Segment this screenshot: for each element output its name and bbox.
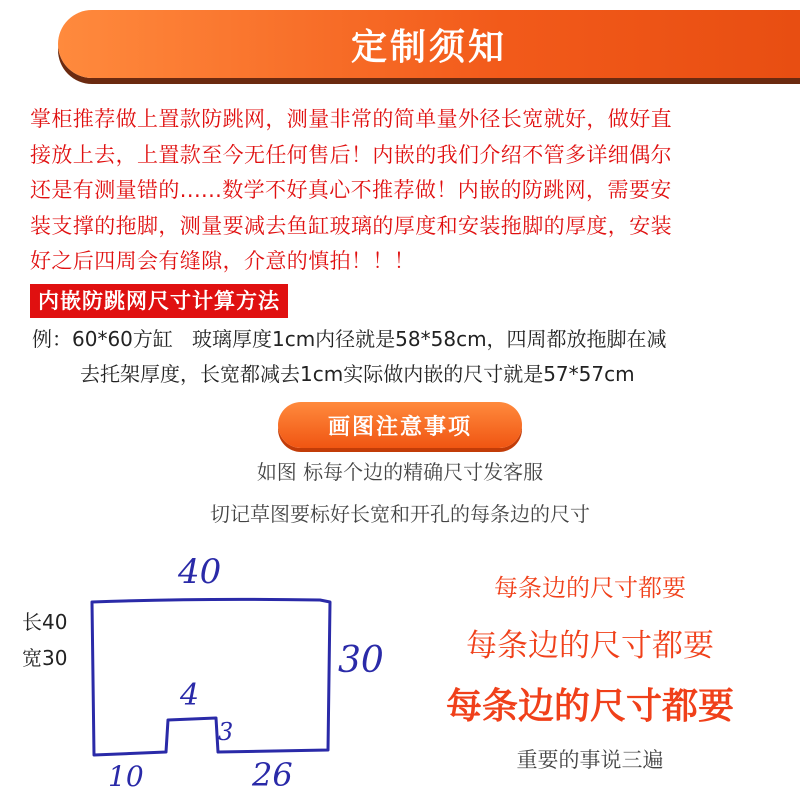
intro-line: 装支撑的拖脚，测量要减去鱼缸玻璃的厚度和安装拖脚的厚度，安装 [30, 213, 672, 238]
intro-line: 掌柜推荐做上置款防跳网，测量非常的简单量外径长宽就好，做好直 [30, 107, 672, 131]
sketch-bottom-right-dimension: 26 [252, 756, 293, 794]
intro-line: 好之后四周会有缝隙，介意的慎拍！！！ [30, 249, 416, 273]
intro-line: 接放上去，上置款至今无任何售后！内嵌的我们介绍不管多详细偶尔 [30, 142, 672, 167]
emphasis-line-2: 每条边的尺寸都要 [466, 628, 714, 664]
calc-method-label: 内嵌防跳网尺寸计算方法 [30, 284, 288, 318]
sketch-bottom-left-dimension: 10 [108, 760, 144, 793]
drawing-notes-pill: 画图注意事项 [278, 402, 522, 448]
emphasis-line-1: 每条边的尺寸都要 [494, 574, 686, 602]
sketch-right-dimension: 30 [338, 640, 384, 681]
calc-example-line1: 例：60*60方缸 玻璃厚度1cm内径就是58*58cm，四周都放拖脚在减 [32, 327, 667, 351]
sketch-length-label: 长40 [22, 610, 68, 634]
emphasis-closing: 重要的事说三遍 [516, 748, 664, 772]
page-title: 定制须知 [350, 26, 507, 68]
sketch-notch-depth: 3 [218, 718, 234, 746]
calc-example-line2: 去托架厚度，长宽都减去1cm实际做内嵌的尺寸就是57*57cm [80, 362, 635, 386]
sketch-top-dimension: 40 [178, 552, 222, 592]
calc-example [32, 322, 792, 392]
intro-text [30, 102, 780, 280]
sketch-width-label: 宽30 [22, 646, 68, 670]
sketch-outline [92, 599, 330, 755]
drawing-note-2: 切记草图要标好长宽和开孔的每条边的尺寸 [210, 502, 590, 526]
intro-line: 还是有测量错的......数学不好真心不推荐做！内嵌的防跳网，需要安 [30, 178, 672, 202]
sketch-notch-width: 4 [180, 678, 200, 713]
title-banner [58, 10, 800, 78]
drawing-note-1: 如图 标每个边的精确尺寸发客服 [256, 460, 544, 484]
emphasis-line-3: 每条边的尺寸都要 [445, 686, 734, 727]
